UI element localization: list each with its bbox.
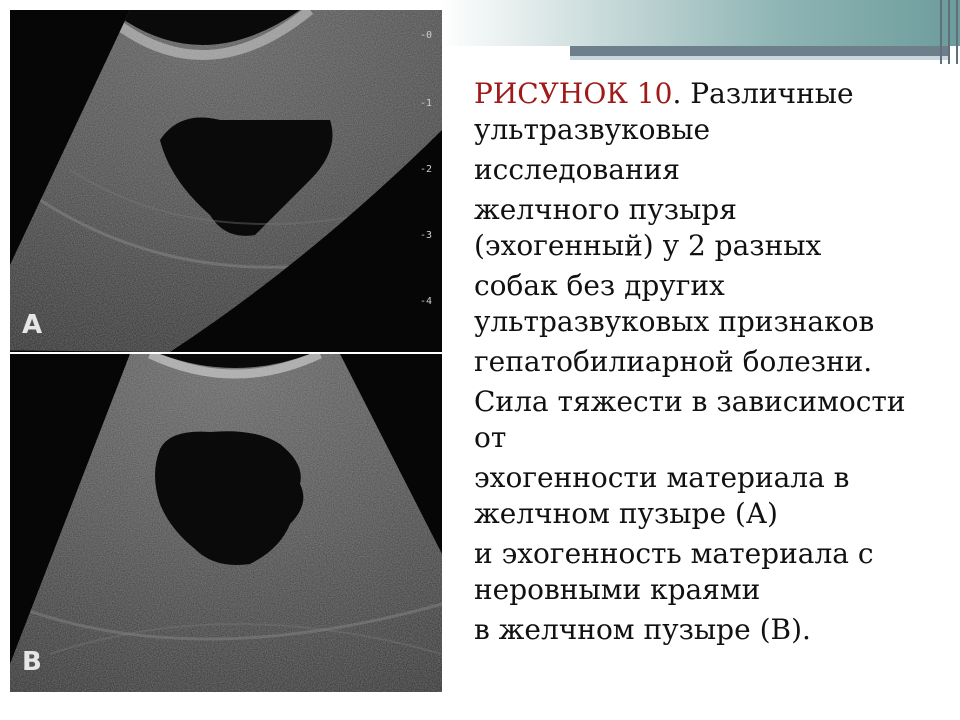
caption-line: эхогенности материала в [474, 461, 850, 494]
caption-line: собак без других [474, 269, 725, 302]
caption-line: (эхогенный) у 2 разных [474, 229, 822, 262]
caption-line: Сила тяжести в зависимости [474, 385, 906, 418]
caption-text: . Различные [672, 77, 854, 110]
caption-line [474, 76, 954, 112]
caption-line: гепатобилиарной болезни. [474, 345, 873, 378]
image-a-label: A [22, 310, 43, 340]
caption-line: от [474, 421, 507, 454]
header-accent-bar-light [570, 56, 950, 60]
caption-line: ультразвуковых признаков [474, 305, 875, 338]
ultrasound-image-b [10, 354, 442, 692]
header-divider-line [940, 0, 942, 64]
depth-tick: -2 [419, 164, 432, 175]
header-divider-line [948, 0, 950, 64]
caption-line: исследования [474, 153, 680, 186]
caption-line: ультразвуковые [474, 113, 711, 146]
depth-scale [406, 22, 432, 322]
caption-line: в желчном пузыре (В). [474, 613, 811, 646]
depth-tick: -0 [419, 30, 432, 41]
ultrasound-scan-a-graphic [10, 10, 442, 352]
ultrasound-scan-b-graphic [10, 354, 442, 692]
depth-tick: -3 [419, 230, 432, 241]
figure-label: РИСУНОК 10 [474, 77, 673, 110]
header-accent-bar [570, 46, 950, 56]
decorative-header-strip [440, 0, 960, 70]
image-b-label: B [22, 647, 42, 677]
depth-tick: -4 [419, 296, 432, 307]
caption-line: и эхогенность материала с [474, 537, 874, 570]
ultrasound-image-a [10, 10, 442, 352]
header-divider-line [956, 0, 958, 64]
caption-line: желчном пузыре (А) [474, 497, 778, 530]
header-gradient [440, 0, 960, 46]
caption-line: неровными краями [474, 573, 761, 606]
caption-line: желчного пузыря [474, 193, 737, 226]
figure-caption [474, 76, 954, 648]
depth-tick: -1 [419, 98, 432, 109]
